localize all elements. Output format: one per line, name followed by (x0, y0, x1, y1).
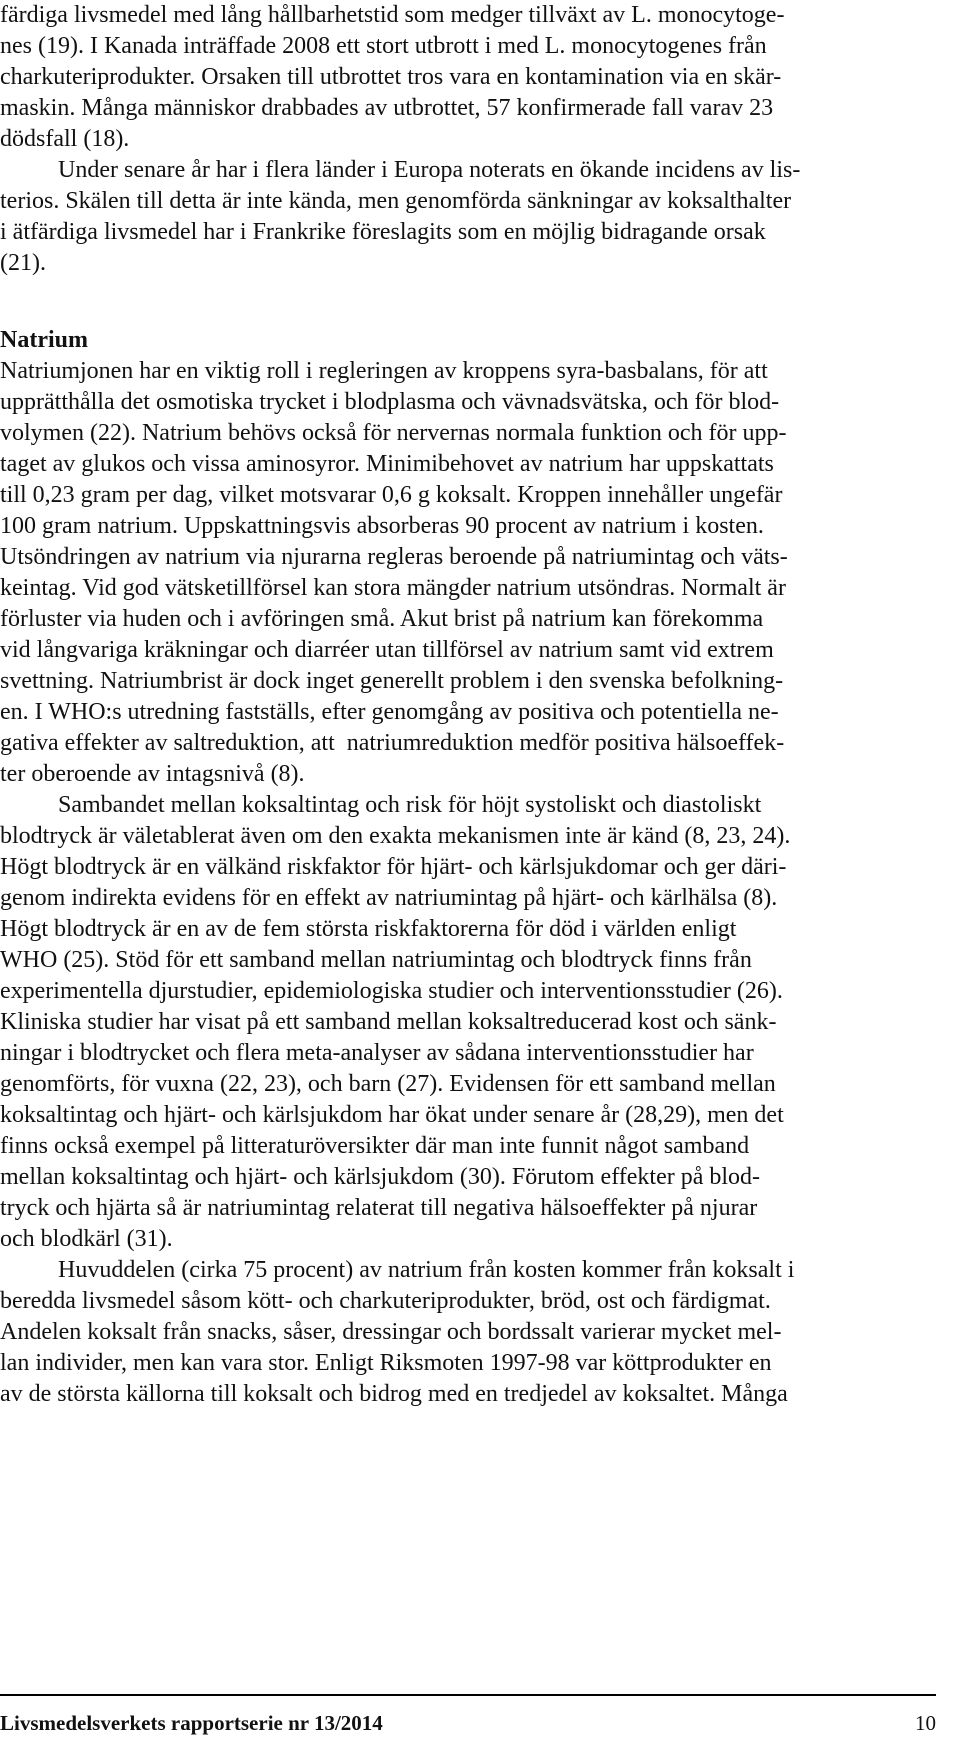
text-line: Sambandet mellan koksaltintag och risk för höjt systoliskt och diastoliskt (58, 792, 762, 818)
text-line: Utsöndringen av natrium via njurarna regleras beroende på natriumintag och väts- (0, 544, 788, 570)
text-line: vid långvariga kräkningar och diarréer utan tillförsel av natrium samt vid extrem (0, 637, 774, 663)
text-line: dödsfall (18). (0, 126, 130, 152)
page-footer (0, 1694, 936, 1735)
text-line: experimentella djurstudier, epidemiologiska studier och interventionsstudier (26). (0, 978, 783, 1004)
report-series: Livsmedelsverkets rapportserie nr 13/2014 (0, 1711, 383, 1735)
text-line: maskin. Många människor drabbades av utbrottet, 57 konfirmerade fall varav 23 (0, 95, 774, 121)
text-line: 100 gram natrium. Uppskattningsvis absorberas 90 procent av natrium i kosten. (0, 513, 764, 539)
text-line: gativa effekter av saltreduktion, att natriumreduktion medför positiva hälsoeffek- (0, 730, 785, 756)
text-line: ningar i blodtrycket och flera meta-analyser av sådana interventionsstudier har (0, 1040, 754, 1066)
text-line: lan individer, men kan vara stor. Enligt Riksmoten 1997-98 var köttprodukter en (0, 1350, 772, 1376)
section-heading: Natrium (0, 327, 88, 353)
text-line: charkuteriprodukter. Orsaken till utbrottet tros vara en kontamination via en skär- (0, 64, 782, 90)
text-line: Högt blodtryck är en av de fem största riskfaktorerna för död i världen enligt (0, 916, 737, 942)
text-line: i ätfärdiga livsmedel har i Frankrike föreslagits som en möjlig bidragande orsak (0, 219, 766, 245)
page-number: 10 (915, 1711, 936, 1735)
text-line: av de största källorna till koksalt och bidrog med en tredjedel av koksaltet. Många (0, 1381, 788, 1407)
text-line: ter oberoende av intagsnivå (8). (0, 761, 305, 787)
text-line: upprätthålla det osmotiska trycket i blodplasma och vävnadsvätska, och för blod- (0, 389, 780, 415)
text-line: svettning. Natriumbrist är dock inget generellt problem i den svenska befolkning- (0, 668, 784, 694)
text-line: (21). (0, 250, 46, 276)
text-line: terios. Skälen till detta är inte kända, men genomförda sänkningar av koksalthalter (0, 188, 792, 214)
text-line: genom indirekta evidens för en effekt av natriumintag på hjärt- och kärlhälsa (8). (0, 885, 778, 911)
text-line: färdiga livsmedel med lång hållbarhetstid som medger tillväxt av L. monocytoge- (0, 2, 785, 28)
text-line: och blodkärl (31). (0, 1226, 173, 1252)
text-line: taget av glukos och vissa aminosyror. Minimibehovet av natrium har uppskattats (0, 451, 774, 477)
text-line: finns också exempel på litteraturöversikter där man inte funnit något samband (0, 1133, 750, 1159)
text-line: Högt blodtryck är en välkänd riskfaktor för hjärt- och kärlsjukdomar och ger däri- (0, 854, 787, 880)
text-line: Kliniska studier har visat på ett samband mellan koksaltreducerad kost och sänk- (0, 1009, 777, 1035)
text-line: genomförts, för vuxna (22, 23), och barn (27). Evidensen för ett samband mellan (0, 1071, 776, 1097)
text-line: WHO (25). Stöd för ett samband mellan natriumintag och blodtryck finns från (0, 947, 752, 973)
text-line: till 0,23 gram per dag, vilket motsvarar 0,6 g koksalt. Kroppen innehåller ungefär (0, 482, 783, 508)
text-line: Huvuddelen (cirka 75 procent) av natrium från kosten kommer från koksalt i (58, 1257, 795, 1283)
text-line: volymen (22). Natrium behövs också för nervernas normala funktion och för upp- (0, 420, 787, 446)
text-line: tryck och hjärta så är natriumintag relaterat till negativa hälsoeffekter på njurar (0, 1195, 758, 1221)
text-line: förluster via huden och i avföringen små. Akut brist på natrium kan förekomma (0, 606, 764, 632)
text-line: blodtryck är väletablerat även om den exakta mekanismen inte är känd (8, 23, 24). (0, 823, 791, 849)
text-line: Under senare år har i flera länder i Europa noterats en ökande incidens av lis- (58, 157, 801, 183)
text-line: koksaltintag och hjärt- och kärlsjukdom har ökat under senare år (28,29), men det (0, 1102, 784, 1128)
text-line: Andelen koksalt från snacks, såser, dressingar och bordssalt varierar mycket mel- (0, 1319, 782, 1345)
text-line: nes (19). I Kanada inträffade 2008 ett stort utbrott i med L. monocytogenes från (0, 33, 767, 59)
text-line: Natriumjonen har en viktig roll i regleringen av kroppens syra-basbalans, för att (0, 358, 768, 384)
text-line: keintag. Vid god vätsketillförsel kan stora mängder natrium utsöndras. Normalt är (0, 575, 786, 601)
text-line: en. I WHO:s utredning fastställs, efter genomgång av positiva och potentiella ne- (0, 699, 779, 725)
text-line: beredda livsmedel såsom kött- och charkuteriprodukter, bröd, ost och färdigmat. (0, 1288, 771, 1314)
text-line: mellan koksaltintag och hjärt- och kärlsjukdom (30). Förutom effekter på blod- (0, 1164, 761, 1190)
